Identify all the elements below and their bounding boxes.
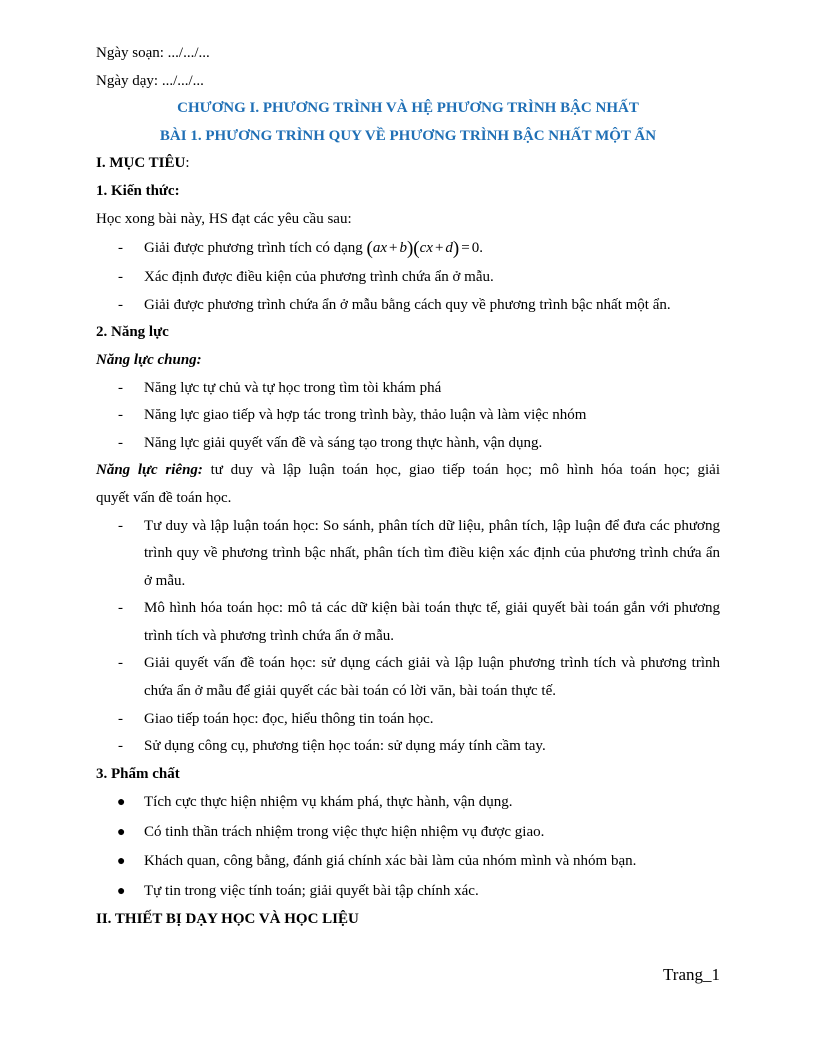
dash-marker: - xyxy=(118,379,123,396)
bullet-icon: ● xyxy=(117,854,126,870)
product-equation xyxy=(366,238,483,260)
section-1-heading-colon: : xyxy=(185,155,190,172)
equation-term-d: d xyxy=(445,240,453,257)
qualities-heading: 3. Phẩm chất xyxy=(96,765,180,782)
competence-heading: 2. Năng lực xyxy=(96,324,169,341)
knowledge-heading: 1. Kiến thức: xyxy=(96,182,180,199)
knowledge-item-3: - Giải được phương trình chứa ẩn ở mẫu bằng cách quy về phương trình bậc nhất một ẩn. xyxy=(96,292,720,320)
dash-marker: - xyxy=(118,655,123,672)
page-number: Trang_1 xyxy=(663,965,720,984)
dash-marker: - xyxy=(118,738,123,755)
document-page xyxy=(96,40,720,934)
knowledge-intro: Học xong bài này, HS đạt các yêu cầu sau: xyxy=(96,210,352,227)
equation-period: . xyxy=(479,240,483,257)
equation-term-cx: cx xyxy=(419,240,433,257)
section-1-heading xyxy=(96,150,720,178)
quality-item-text: Có tinh thần trách nhiệm trong việc thực hiện nhiệm vụ được giao. xyxy=(144,823,545,840)
equation-equals: = xyxy=(461,240,470,257)
quality-item-3 xyxy=(96,847,720,877)
knowledge-item-1-text: Giải được phương trình tích có dạng xyxy=(144,240,363,257)
knowledge-item-1 xyxy=(96,233,720,264)
dash-marker: - xyxy=(118,296,123,313)
dash-marker: - xyxy=(118,434,123,451)
general-item-3: - Năng lực giải quyết vấn đề và sáng tạo trong thực hành, vận dụng. xyxy=(96,430,720,458)
equation-plus: + xyxy=(434,240,444,257)
equation-zero: 0 xyxy=(471,240,480,257)
specific-competence-text: tư duy và lập luận toán học, giao tiếp toán học; mô hình hóa toán học; giải xyxy=(202,462,720,479)
chapter-title: CHƯƠNG I. PHƯƠNG TRÌNH VÀ HỆ PHƯƠNG TRÌNH BẬC NHẤT xyxy=(177,100,639,117)
bullet-icon: ● xyxy=(117,824,126,840)
specific-item-4: - Giao tiếp toán học: đọc, hiểu thông tin toán học. xyxy=(96,706,720,734)
dash-marker: - xyxy=(118,407,123,424)
section-1-heading-text: I. MỤC TIÊU xyxy=(96,155,186,172)
quality-item-text: Khách quan, công bằng, đánh giá chính xác bài làm của nhóm mình và nhóm bạn. xyxy=(144,853,637,870)
specific-competence-label: Năng lực riêng: xyxy=(96,462,203,479)
dash-marker: - xyxy=(118,710,123,727)
specific-item-1: - Tư duy và lập luận toán học: So sánh, phân tích dữ liệu, phân tích, lập luận để đưa các phương trình quy về phương trình bậc nhất, phân tích tìm điều kiện xác định của phương trình chứa ẩn ở mẫu. xyxy=(96,513,720,596)
bullet-icon: ● xyxy=(117,795,126,811)
equation-paren: ) xyxy=(452,238,460,260)
bullet-icon: ● xyxy=(117,883,126,899)
specific-item-3: - Giải quyết vấn đề toán học: sử dụng cách giải và lập luận phương trình tích và phương trình chứa ẩn ở mẫu để giải quyết các bài toán có lời văn, bài toán thực tế. xyxy=(96,650,720,705)
specific-competence-line-1 xyxy=(96,457,720,485)
ngay-day: Ngày dạy: .../.../... xyxy=(96,72,204,89)
equation-plus: + xyxy=(389,240,398,257)
general-item-2: - Năng lực giao tiếp và hợp tác trong trình bày, thảo luận và làm việc nhóm xyxy=(96,402,720,430)
dash-marker: - xyxy=(118,240,123,257)
dash-marker: - xyxy=(118,517,123,534)
quality-item-text: Tự tin trong việc tính toán; giải quyết bài tập chính xác. xyxy=(144,882,479,899)
specific-competence-line-2: quyết vấn đề toán học. xyxy=(96,489,232,506)
ngay-soan: Ngày soạn: .../.../... xyxy=(96,45,210,61)
quality-item-text: Tích cực thực hiện nhiệm vụ khám phá, thực hành, vận dụng. xyxy=(144,794,513,811)
dash-marker: - xyxy=(118,600,123,617)
quality-item-1 xyxy=(96,788,720,818)
knowledge-item-2: - Xác định được điều kiện của phương trình chứa ẩn ở mẫu. xyxy=(96,264,720,292)
equation-paren: ( xyxy=(366,238,373,260)
quality-item-2 xyxy=(96,818,720,848)
equation-paren: ( xyxy=(413,238,420,260)
dash-marker: - xyxy=(118,269,123,286)
specific-item-2: - Mô hình hóa toán học: mô tả các dữ kiện bài toán thực tế, giải quyết bài toán gắn với phương trình tích và phương trình chứa ẩn ở mẫu. xyxy=(96,595,720,650)
specific-item-5: - Sử dụng công cụ, phương tiện học toán: sử dụng máy tính cầm tay. xyxy=(96,733,720,761)
equation-paren: ) xyxy=(406,238,414,260)
equation-term-b: b xyxy=(399,240,407,257)
lesson-title: BÀI 1. PHƯƠNG TRÌNH QUY VỀ PHƯƠNG TRÌNH BẬC NHẤT MỘT ẨN xyxy=(159,127,657,144)
section-2-heading: II. THIẾT BỊ DẠY HỌC VÀ HỌC LIỆU xyxy=(96,911,359,928)
equation-term-ax: ax xyxy=(372,240,387,257)
general-item-1: - Năng lực tự chủ và tự học trong tìm tòi khám phá xyxy=(96,375,720,403)
quality-item-4 xyxy=(96,877,720,907)
general-competence-heading: Năng lực chung: xyxy=(96,351,202,368)
